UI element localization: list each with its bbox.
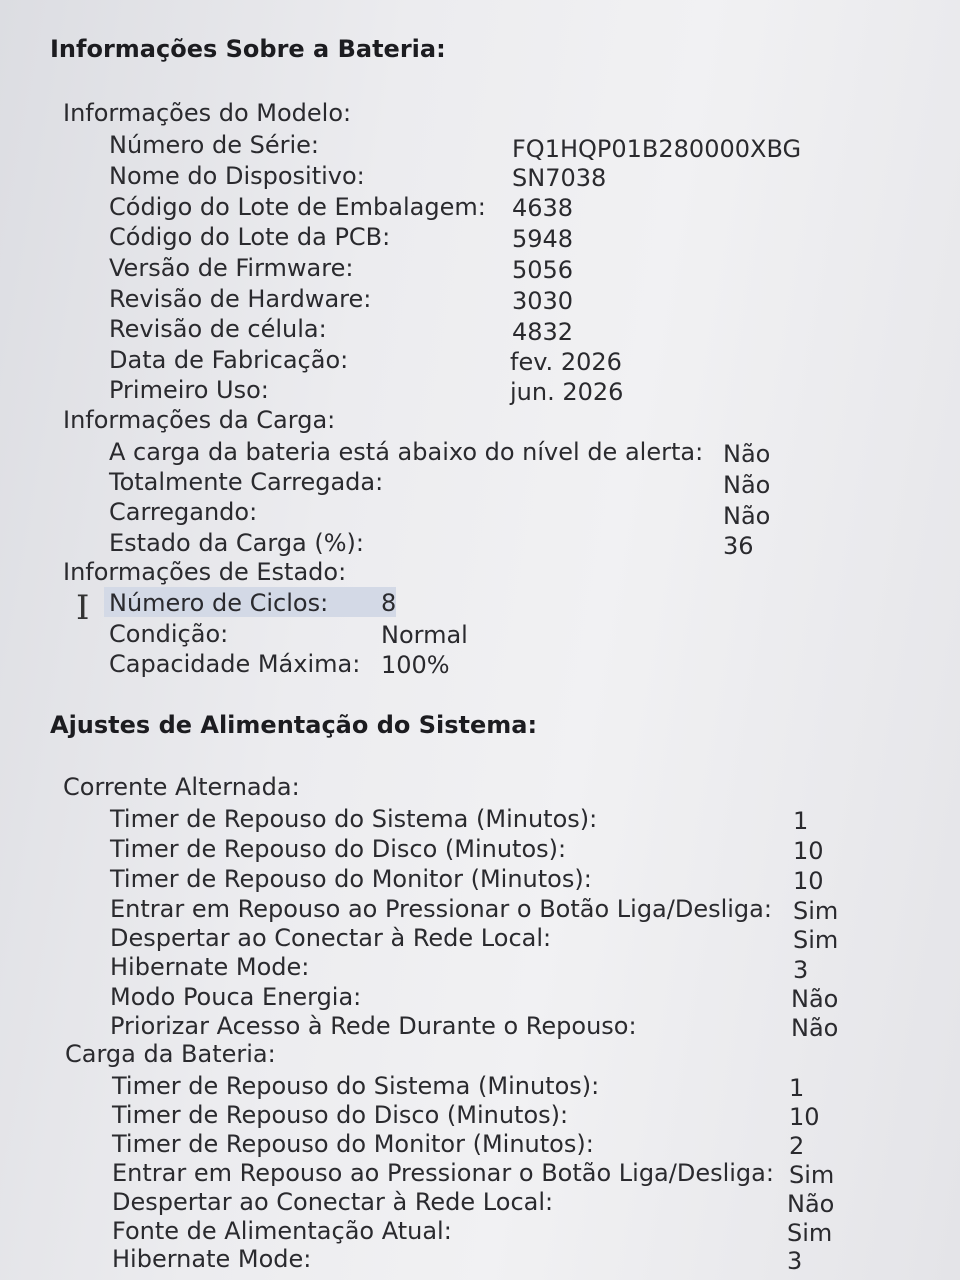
row-label[interactable]: Revisão de Hardware: bbox=[109, 285, 372, 313]
row-label[interactable]: Primeiro Uso: bbox=[109, 376, 269, 404]
row-value[interactable]: 100% bbox=[381, 651, 450, 679]
row-label[interactable]: Data de Fabricação: bbox=[109, 346, 349, 374]
row-value[interactable]: FQ1HQP01B280000XBG bbox=[512, 135, 802, 163]
row-value[interactable]: Não bbox=[787, 1190, 835, 1218]
row-value[interactable]: 4638 bbox=[512, 194, 574, 222]
row-label[interactable]: A carga da bateria está abaixo do nível de alerta: bbox=[109, 438, 704, 466]
battery-power-heading: Carga da Bateria: bbox=[65, 1040, 276, 1068]
row-value[interactable]: 5948 bbox=[512, 225, 574, 253]
row-value[interactable]: SN7038 bbox=[512, 164, 607, 192]
row-value[interactable]: 4832 bbox=[512, 318, 574, 346]
row-label[interactable]: Hibernate Mode: bbox=[112, 1245, 312, 1273]
row-label[interactable]: Fonte de Alimentação Atual: bbox=[112, 1217, 452, 1245]
row-value[interactable]: 5056 bbox=[512, 256, 574, 284]
row-value[interactable]: 1 bbox=[789, 1074, 805, 1102]
row-value[interactable]: Não bbox=[723, 502, 771, 530]
row-value[interactable]: Sim bbox=[787, 1219, 833, 1247]
row-value[interactable]: fev. 2026 bbox=[510, 348, 622, 376]
row-value[interactable]: 10 bbox=[789, 1103, 820, 1131]
row-value[interactable]: Não bbox=[791, 1014, 839, 1042]
row-value[interactable]: 8 bbox=[381, 589, 397, 617]
row-label[interactable]: Priorizar Acesso à Rede Durante o Repouso: bbox=[110, 1012, 637, 1040]
charge-info-heading: Informações da Carga: bbox=[63, 406, 336, 434]
row-value[interactable]: Não bbox=[723, 440, 771, 468]
row-label[interactable]: Entrar em Repouso ao Pressionar o Botão Liga/Desliga: bbox=[112, 1159, 774, 1187]
row-label[interactable]: Condição: bbox=[109, 620, 229, 648]
row-value[interactable]: Não bbox=[723, 471, 771, 499]
row-value[interactable]: Sim bbox=[793, 897, 839, 925]
row-value[interactable]: 10 bbox=[793, 837, 824, 865]
model-info-heading: Informações do Modelo: bbox=[63, 99, 352, 127]
row-label[interactable]: Timer de Repouso do Sistema (Minutos): bbox=[110, 805, 598, 833]
row-label[interactable]: Nome do Dispositivo: bbox=[109, 162, 365, 190]
row-value[interactable]: Normal bbox=[381, 621, 468, 649]
ac-heading: Corrente Alternada: bbox=[63, 773, 300, 801]
row-value[interactable]: 36 bbox=[723, 532, 754, 560]
row-label[interactable]: Timer de Repouso do Sistema (Minutos): bbox=[112, 1072, 600, 1100]
row-value[interactable]: 3 bbox=[787, 1247, 803, 1275]
row-value[interactable]: 10 bbox=[793, 867, 824, 895]
row-label[interactable]: Timer de Repouso do Monitor (Minutos): bbox=[110, 865, 592, 893]
row-label[interactable]: Versão de Firmware: bbox=[109, 254, 354, 282]
battery-info-title: Informações Sobre a Bateria: bbox=[50, 35, 446, 63]
row-value[interactable]: Sim bbox=[789, 1161, 835, 1189]
row-value[interactable]: Não bbox=[791, 985, 839, 1013]
row-label[interactable]: Entrar em Repouso ao Pressionar o Botão Liga/Desliga: bbox=[110, 895, 772, 923]
state-info-heading: Informações de Estado: bbox=[63, 558, 347, 586]
row-label[interactable]: Totalmente Carregada: bbox=[109, 468, 384, 496]
row-label[interactable]: Timer de Repouso do Disco (Minutos): bbox=[112, 1101, 569, 1129]
row-label[interactable]: Capacidade Máxima: bbox=[109, 650, 361, 678]
row-value[interactable]: Sim bbox=[793, 926, 839, 954]
row-label[interactable]: Número de Série: bbox=[109, 131, 319, 159]
row-label[interactable]: Número de Ciclos: bbox=[109, 589, 329, 617]
text-cursor-icon: I bbox=[76, 588, 90, 628]
row-label[interactable]: Estado da Carga (%): bbox=[109, 529, 364, 557]
row-label[interactable]: Revisão de célula: bbox=[109, 315, 327, 343]
row-label[interactable]: Despertar ao Conectar à Rede Local: bbox=[112, 1188, 554, 1216]
row-label[interactable]: Despertar ao Conectar à Rede Local: bbox=[110, 924, 552, 952]
row-value[interactable]: 1 bbox=[793, 807, 809, 835]
row-value[interactable]: jun. 2026 bbox=[510, 378, 624, 406]
row-value[interactable]: 3030 bbox=[512, 287, 574, 315]
row-label[interactable]: Timer de Repouso do Disco (Minutos): bbox=[110, 835, 567, 863]
row-value[interactable]: 3 bbox=[793, 956, 809, 984]
row-label[interactable]: Timer de Repouso do Monitor (Minutos): bbox=[112, 1130, 594, 1158]
row-label[interactable]: Carregando: bbox=[109, 498, 258, 526]
row-label[interactable]: Código do Lote da PCB: bbox=[109, 223, 391, 251]
row-value[interactable]: 2 bbox=[789, 1132, 805, 1160]
row-label[interactable]: Código do Lote de Embalagem: bbox=[109, 193, 486, 221]
row-label[interactable]: Hibernate Mode: bbox=[110, 953, 310, 981]
power-settings-title: Ajustes de Alimentação do Sistema: bbox=[50, 711, 538, 739]
row-label[interactable]: Modo Pouca Energia: bbox=[110, 983, 362, 1011]
